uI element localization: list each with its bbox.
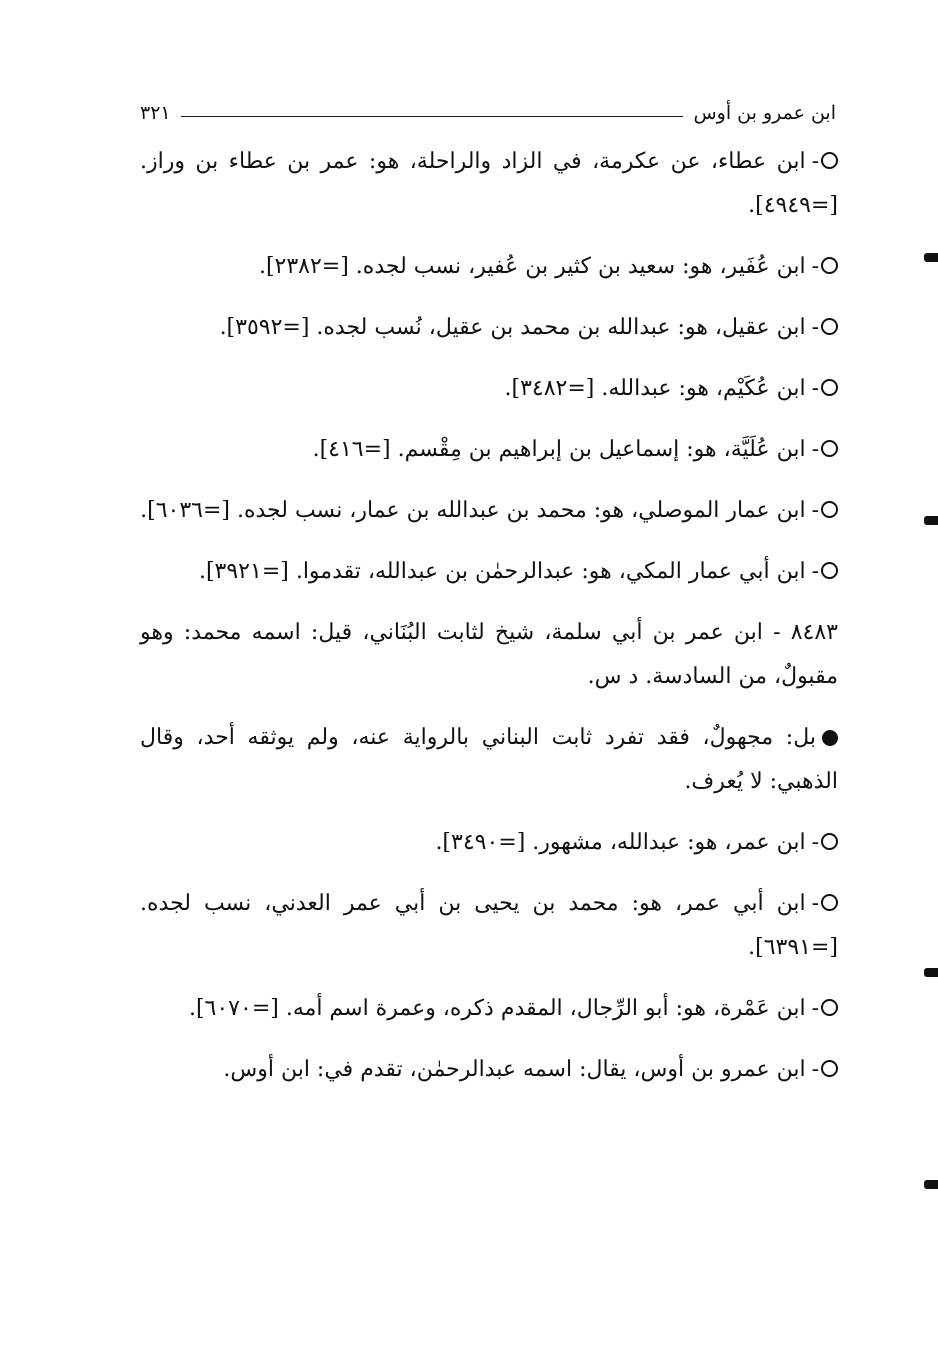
entry-text: ابن أبي عمار المكي، هو: عبدالرحمٰن بن عبدالله، تقدموا. [=٣٩٢١]. [198, 559, 806, 584]
running-header [140, 96, 836, 130]
entry-8483 [140, 611, 838, 699]
circle-bullet-icon [821, 894, 838, 911]
entry-text: ابن عمار الموصلي، هو: محمد بن عبدالله بن عمار، نسب لجده. [=٦٠٣٦]. [140, 498, 806, 523]
entry-ibn-ukaym: -ابن عُكَيْم، هو: عبدالله. [=٣٤٨٢]. [140, 367, 838, 411]
entry-text: ٨٤٨٣ - ابن عمر بن أبي سلمة، شيخ لثابت البُنَاني، قيل: اسمه محمد: وهو مقبولٌ، من السادسة. د س. [140, 620, 838, 689]
entry-text: ابن عمر، هو: عبدالله، مشهور. [=٣٤٩٠]. [435, 830, 806, 855]
entry-ibn-amra: -ابن عَمْرة، هو: أبو الرِّجال، المقدم ذكره، وعمرة اسم أمه. [=٦٠٧٠]. [140, 987, 838, 1031]
margin-tab-mark [924, 968, 938, 977]
entry-ibn-aqil: -ابن عقيل، هو: عبدالله بن محمد بن عقيل، نُسب لجده. [=٣٥٩٢]. [140, 306, 838, 350]
filled-dot-icon [822, 730, 838, 746]
entry-text: ابن عُكَيْم، هو: عبدالله. [=٣٤٨٢]. [504, 376, 806, 401]
page-body [140, 140, 838, 1092]
entry-text: ابن عمرو بن أوس، يقال: اسمه عبدالرحمٰن، تقدم في: ابن أوس. [223, 1057, 806, 1082]
circle-bullet-icon [821, 833, 838, 850]
circle-bullet-icon [821, 379, 838, 396]
entry-ibn-abi-ammar: -ابن أبي عمار المكي، هو: عبدالرحمٰن بن عبدالله، تقدموا. [=٣٩٢١]. [140, 550, 838, 594]
entry-commentary [140, 716, 838, 804]
circle-bullet-icon [821, 440, 838, 457]
entry-text: ابن عُلَيَّة، هو: إسماعيل بن إبراهيم بن مِقْسم. [=٤١٦]. [312, 437, 806, 462]
entry-text: ابن عُفَير، هو: سعيد بن كثير بن عُفير، نسب لجده. [=٢٣٨٢]. [258, 254, 806, 279]
circle-bullet-icon [821, 318, 838, 335]
circle-bullet-icon [821, 152, 838, 169]
entry-ibn-abi-umar: -ابن أبي عمر، هو: محمد بن يحيى بن أبي عمر العدني، نسب لجده. [=٦٣٩١]. [140, 891, 838, 960]
margin-tab-mark [924, 1180, 938, 1189]
circle-bullet-icon [821, 999, 838, 1016]
page-number: ٣٢١ [140, 102, 171, 124]
entry-ibn-umar: -ابن عمر، هو: عبدالله، مشهور. [=٣٤٩٠]. [140, 821, 838, 865]
circle-bullet-icon [821, 257, 838, 274]
margin-tab-mark [924, 253, 938, 262]
header-title: ابن عمرو بن أوس [693, 102, 836, 124]
circle-bullet-icon [821, 562, 838, 579]
entry-text: ابن أبي عمر، هو: محمد بن يحيى بن أبي عمر العدني، نسب لجده. [=٦٣٩١]. [140, 891, 838, 960]
circle-bullet-icon [821, 1060, 838, 1077]
entry-ibn-ulayya: -ابن عُلَيَّة، هو: إسماعيل بن إبراهيم بن مِقْسم. [=٤١٦]. [140, 428, 838, 472]
entry-ibn-ufayr: -ابن عُفَير، هو: سعيد بن كثير بن عُفير، نسب لجده. [=٢٣٨٢]. [140, 245, 838, 289]
entry-text: ابن عَمْرة، هو: أبو الرِّجال، المقدم ذكره، وعمرة اسم أمه. [=٦٠٧٠]. [188, 996, 806, 1021]
entry-text: ابن عطاء، عن عكرمة، في الزاد والراحلة، هو: عمر بن عطاء بن وراز. [=٤٩٤٩]. [140, 149, 838, 218]
entry-text: ابن عقيل، هو: عبدالله بن محمد بن عقيل، نُسب لجده. [=٣٥٩٢]. [219, 315, 806, 340]
entry-text: بل: مجهولٌ، فقد تفرد ثابت البناني بالرواية عنه، ولم يوثقه أحد، وقال الذهبي: لا يُعرف. [140, 725, 838, 794]
margin-tab-mark [924, 516, 938, 525]
circle-bullet-icon [821, 501, 838, 518]
header-rule [181, 116, 684, 117]
entry-ibn-amr-ibn-aws: -ابن عمرو بن أوس، يقال: اسمه عبدالرحمٰن، تقدم في: ابن أوس. [140, 1048, 838, 1092]
entry-ibn-ammar-mawsili: -ابن عمار الموصلي، هو: محمد بن عبدالله بن عمار، نسب لجده. [=٦٠٣٦]. [140, 489, 838, 533]
entry-ibn-ata: -ابن عطاء، عن عكرمة، في الزاد والراحلة، هو: عمر بن عطاء بن وراز. [=٤٩٤٩]. [140, 149, 838, 218]
